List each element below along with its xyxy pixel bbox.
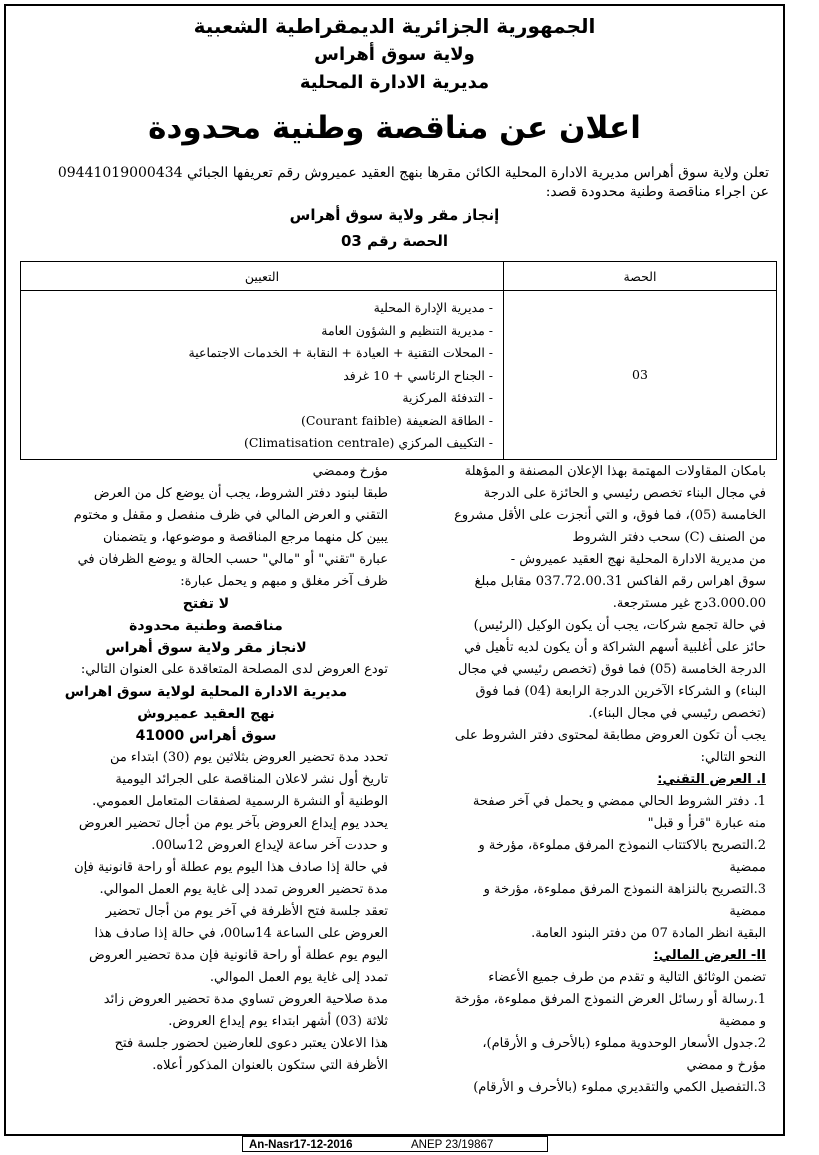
text-line: في مجال البناء تخصص رئيسي و الحائزة على الدرجة — [483, 486, 766, 501]
announcement-page — [4, 4, 785, 1136]
list-item: - التكييف المركزي (Climatisation centrale) — [243, 435, 493, 450]
text-line: من الصنف (C) سحب دفتر الشروط — [572, 530, 766, 545]
country-heading: الجمهورية الجزائرية الديمقراطية الشعبية — [193, 14, 596, 38]
envelope-label-project: لانجاز مقر ولاية سوق أهراس — [105, 640, 307, 656]
list-item: ممضية — [729, 860, 766, 875]
text-line: البقية انظر المادة 07 من دفتر البنود العامة. — [531, 926, 766, 941]
envelope-label-tender: مناقصة وطنية محدودة — [129, 618, 283, 634]
list-item: مؤرخ و ممضي — [686, 1058, 766, 1073]
list-item: - الجناح الرئاسي + 10 غرفد — [343, 367, 493, 383]
lot-cell: 03 — [504, 291, 777, 460]
lot-number-heading: الحصة رقم 03 — [340, 232, 448, 250]
text-line: تحدد مدة تحضير العروض بثلاثين يوم (30) ابتداء من — [109, 750, 388, 765]
page-title: اعلان عن مناقصة وطنية محدودة — [148, 110, 641, 146]
list-item: - مديرية التنظيم و الشؤون العامة — [321, 322, 493, 338]
text-line: مؤرخ وممضي — [312, 464, 388, 479]
text-line: بامكان المقاولات المهتمة بهذا الإعلان المصنفة و المؤهلة — [464, 464, 766, 479]
text-line: تاريخ أول نشر لاعلان المناقصة على الجرائد اليومية — [115, 772, 388, 787]
text-line: يجب أن تكون العروض مطابقة لمحتوى دفتر الشروط على — [454, 728, 766, 743]
text-line: الأظرفة التي ستكون بالعنوان المذكور أعلاه. — [152, 1058, 388, 1073]
left-column — [24, 461, 388, 1077]
designation-cell — [21, 291, 504, 460]
text-line: الوطنية أو النشرة الرسمية لصفقات المتعامل العمومي. — [92, 794, 388, 809]
project-name: إنجاز مقر ولاية سوق أهراس — [289, 206, 500, 224]
intro-paragraph — [18, 164, 769, 202]
text-line: في حالة تجمع شركات، يجب أن يكون الوكيل (الرئيس) — [473, 618, 766, 633]
list-item: 3.التفصيل الكمي والتقديري مملوء (بالأحرف و الأرقام) — [473, 1080, 766, 1095]
financial-offer-heading: II- العرض المالي: — [653, 948, 766, 963]
list-item: 2.التصريح بالاكتتاب النموذج المرفق مملوءة، مؤرخة و — [478, 838, 766, 853]
text-line: النحو التالي: — [700, 750, 766, 765]
list-item: - مديرية الإدارة المحلية — [373, 300, 493, 315]
text-line: يحدد يوم إيداع العروض بآخر يوم من أجال تحضير العروض — [78, 816, 388, 831]
list-item: - التدفئة المركزية — [402, 390, 493, 405]
text-line: تعقد جلسة فتح الأظرفة في آخر يوم من أجال تحضير — [105, 904, 388, 919]
text-line: مدة صلاحية العروض تساوي مدة تحضير العروض زائد — [103, 992, 388, 1007]
column-header-designation: التعيين — [21, 262, 504, 291]
text-line: البناء) و الشركاء الآخرين الدرجة الرابعة (04) فما فوق — [475, 684, 766, 699]
list-item: 1. دفتر الشروط الحالي ممضي و يحمل في آخر صفحة — [472, 794, 766, 809]
text-line: حائز على أغلبية أسهم الشراكة و أن يكون لديه تأهيل في — [464, 640, 766, 655]
publication-footer — [242, 1136, 548, 1152]
list-item: منه عبارة "قرأ و قبل" — [647, 816, 766, 831]
text-line: في حالة إذا صادف هذا اليوم يوم عطلة أو راحة قانونية فإن — [74, 860, 388, 875]
text-line: اليوم يوم عطلة أو راحة قانونية فإن مدة تحضير العروض — [88, 948, 388, 963]
text-line: تضمن الوثائق التالية و تقدم من طرف جميع الأعضاء — [488, 970, 766, 985]
text-line: سوق اهراس رقم الفاكس 037.72.00.31 مقابل مبلغ — [474, 574, 766, 589]
list-item: و ممضية — [718, 1014, 766, 1029]
list-item: - الطاقة الضعيفة (Courant faible) — [301, 412, 493, 428]
envelope-label-open: لا تفتح — [182, 596, 230, 612]
technical-offer-heading: I. العرض التقني: — [657, 772, 766, 787]
text-line: تودع العروض لدى المصلحة المتعاقدة على العنوان التالي: — [80, 662, 388, 677]
intro-line: عن اجراء مناقصة وطنية محدودة قصد: — [545, 184, 769, 200]
lots-table — [20, 261, 777, 460]
directorate-heading: مديرية الادارة المحلية — [299, 72, 490, 93]
table-header-row — [21, 262, 777, 291]
list-item: 2.جدول الأسعار الوحدوية مملوء (بالأحرف و الأرقام)، — [482, 1036, 766, 1051]
text-line: مدة تحضير العروض تمدد إلى غاية يوم العمل الموالي. — [99, 882, 388, 897]
list-item: 1.رسالة أو رسائل العرض النموذج المرفق مملوءة، مؤرخة — [454, 992, 766, 1007]
text-line: هذا الاعلان يعتبر دعوى للعارضين لحضور جلسة فتح — [114, 1036, 388, 1051]
text-line: التقني و العرض المالي في ظرف منفصل و مقفل و مختوم — [73, 508, 388, 523]
text-line: الخامسة (05)، فما فوق، و التي أنجزت على الأقل مشروع — [454, 508, 766, 523]
text-line: و حددت آخر ساعة لإيداع العروض 12سا00. — [151, 838, 388, 853]
list-item: 3.التصريح بالنزاهة النموذج المرفق مملوءة، مؤرخة و — [483, 882, 766, 897]
table-row — [21, 291, 777, 460]
text-line: عبارة "تقني" أو "مالي" حسب الحالة و يوضع الظرفان في — [77, 552, 388, 567]
column-header-lot: الحصة — [504, 262, 777, 291]
wilaya-heading: ولاية سوق أهراس — [314, 44, 475, 65]
text-line: الدرجة الخامسة (05) فما فوق (تخصص رئيسي في مجال — [458, 662, 766, 677]
newspaper-reference: An-Nasr17-12-2016 — [249, 1139, 353, 1151]
right-column — [408, 461, 766, 1099]
address-line: مديرية الادارة المحلية لولاية سوق اهراس — [64, 684, 348, 700]
text-line: 3.000.00دج غير مسترجعة. — [612, 596, 766, 611]
text-line: طبقا لبنود دفتر الشروط، يجب أن يوضع كل من العرض — [93, 486, 388, 501]
text-line: العروض على الساعة 14سا00، في حالة إذا صادف هذا — [94, 926, 388, 941]
list-item: - المحلات التقنية + العيادة + النقابة + الخدمات الاجتماعية — [188, 345, 493, 360]
address-line: سوق أهراس 41000 — [135, 728, 277, 744]
text-line: ثلاثة (03) أشهر ابتداء يوم إيداع العروض. — [168, 1014, 388, 1029]
text-line: يبين كل منهما مرجع المناقصة و موضوعها، و يتضمنان — [103, 530, 388, 545]
anep-reference: ANEP 23/19867 — [411, 1139, 494, 1151]
text-line: ظرف آخر مغلق و مبهم و يحمل عبارة: — [180, 574, 388, 589]
text-line: (تخصص رئيسي في مجال البناء). — [588, 706, 766, 721]
text-line: تمدد إلى غاية يوم العمل الموالي. — [209, 970, 388, 985]
list-item: ممضية — [729, 904, 766, 919]
address-line: نهج العقيد عميروش — [137, 706, 275, 722]
text-line: من مديرية الادارة المحلية نهج العقيد عميروش - — [510, 552, 766, 567]
intro-line: تعلن ولاية سوق أهراس مديرية الادارة المحلية الكائن مقرها بنهج العقيد عميروش رقم تعريفها الجبائي 09441019000434 — [57, 165, 769, 181]
